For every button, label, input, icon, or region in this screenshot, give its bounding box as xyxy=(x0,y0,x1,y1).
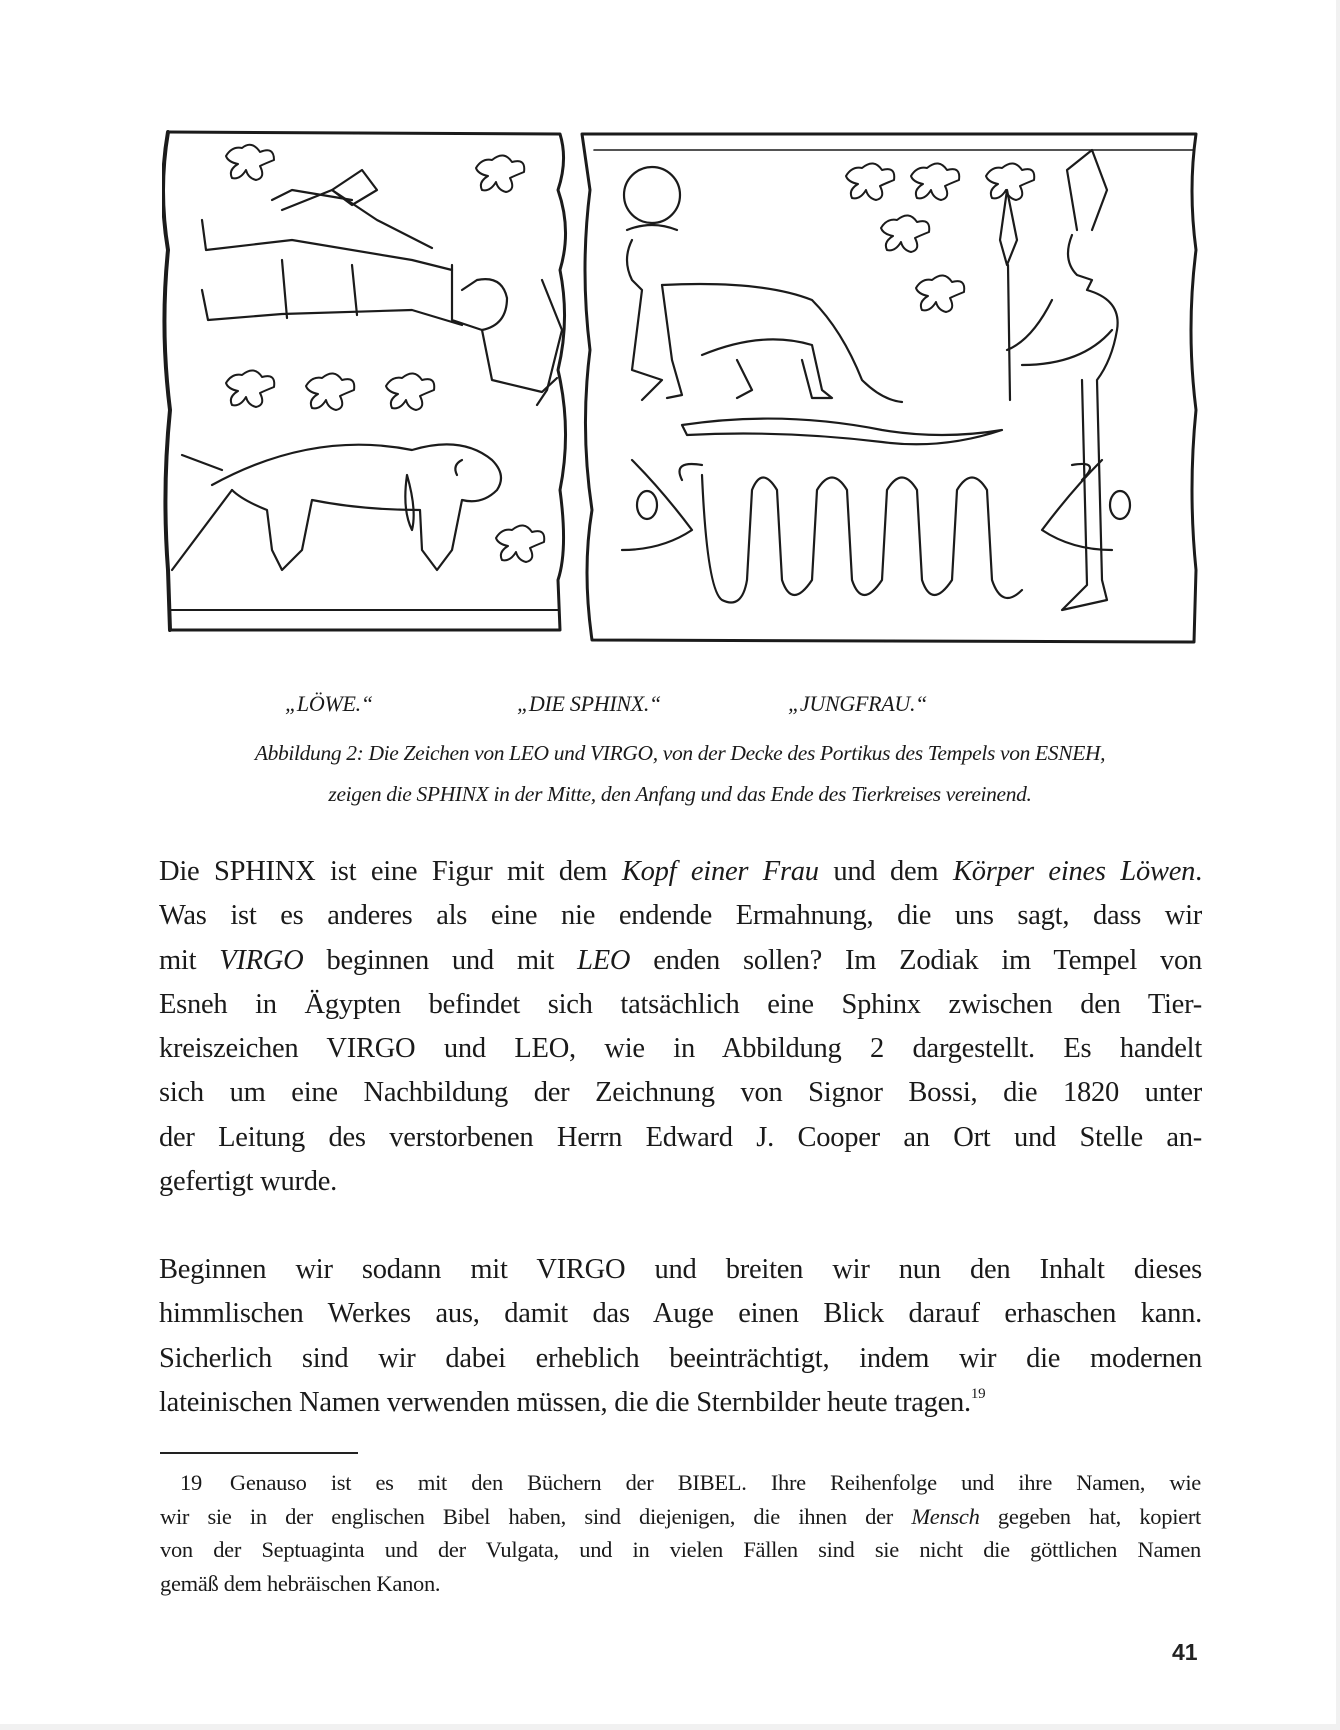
sphinx-virgo-panel xyxy=(582,134,1196,642)
caption-line: Abbildung 2: Die Zeichen von LEO und VIRGO, von der Decke des Portikus des Tempels von ESNEH, xyxy=(254,741,1106,765)
page-number: 41 xyxy=(1172,1639,1198,1665)
text-run: von der Septuaginta und der Vulgata, und in vielen Fällen sind sie nicht die göttlichen Namen xyxy=(160,1537,1201,1563)
text-run: Sicherlich sind wir dabei erheblich beeinträchtigt, indem wir die modernen xyxy=(159,1342,1202,1374)
emphasis: Mensch xyxy=(911,1503,980,1529)
star-icon xyxy=(226,145,544,562)
emphasis: Körper eines Löwen xyxy=(952,856,1196,887)
footnote-line xyxy=(160,1567,1201,1601)
emphasis: VIRGO xyxy=(219,944,304,976)
text-run: gemäß dem hebräischen Kanon. xyxy=(160,1570,441,1596)
footnote-ref[interactable]: 19 xyxy=(970,1385,986,1402)
emphasis: LEO xyxy=(577,944,631,976)
text-line xyxy=(159,1027,1202,1071)
leo-panel xyxy=(163,132,566,630)
text-run: Genauso ist es mit den Büchern der BIBEL. Ihre Reihenfolge und ihre Namen, wie xyxy=(229,1470,1201,1495)
text-run: und dem xyxy=(818,856,953,887)
text-line xyxy=(159,1160,1202,1204)
text-line xyxy=(159,939,1202,983)
footnote-number: 19 xyxy=(180,1470,202,1495)
text-run: gegeben hat, kopiert xyxy=(979,1503,1201,1529)
text-run: wir sie in der englischen Bibel haben, sind diejenigen, die ihnen der xyxy=(160,1503,912,1529)
text-line xyxy=(159,1071,1202,1115)
label-jungfrau: „JUNGFRAU.“ xyxy=(788,691,928,716)
text-run: enden sollen? Im Zodiak im Tempel von xyxy=(630,944,1202,976)
text-run: Was ist es anderes als eine nie endende Ermahnung, die uns sagt, dass wir xyxy=(159,900,1202,932)
zodiac-illustration xyxy=(162,130,1200,650)
label-loewe: „LÖWE.“ xyxy=(285,691,373,716)
text-line xyxy=(159,894,1202,938)
footnote-line xyxy=(160,1500,1201,1534)
text-line xyxy=(159,1337,1202,1381)
text-line xyxy=(159,1292,1202,1336)
text-line xyxy=(159,983,1202,1027)
star-icon xyxy=(846,163,1034,312)
figure-panel-labels xyxy=(160,691,1200,723)
text-run: himmlischen Werkes aus, damit das Auge einen Blick darauf erhaschen kann. xyxy=(159,1298,1202,1330)
footnote-line xyxy=(160,1466,1201,1500)
text-line xyxy=(159,1116,1202,1160)
text-run: Esneh in Ägypten befindet sich tatsächlich eine Sphinx zwischen den Tier- xyxy=(159,988,1202,1020)
text-run: sich um eine Nachbildung der Zeichnung von Signor Bossi, die 1820 unter xyxy=(159,1077,1202,1109)
text-run: Beginnen wir sodann mit VIRGO und breiten wir nun den Inhalt dieses xyxy=(159,1254,1202,1285)
text-line xyxy=(159,1381,1202,1425)
text-line xyxy=(159,850,1202,894)
paragraph-2 xyxy=(159,1248,1202,1425)
caption-line: zeigen die SPHINX in der Mitte, den Anfang und das Ende des Tierkreises vereinend. xyxy=(328,782,1032,806)
footnote-line xyxy=(160,1533,1201,1567)
text-run: Die SPHINX ist eine Figur mit dem xyxy=(159,856,622,887)
footnote-divider xyxy=(160,1452,358,1454)
paragraph-1 xyxy=(159,850,1202,1204)
text-run: mit xyxy=(159,944,220,976)
text-run: beginnen und mit xyxy=(303,944,578,976)
emphasis: Kopf einer Frau xyxy=(621,856,819,887)
label-die-sphinx: „DIE SPHINX.“ xyxy=(517,691,661,716)
text-line xyxy=(159,1248,1202,1292)
figure-caption xyxy=(160,733,1200,815)
footnote-19 xyxy=(160,1466,1201,1600)
text-run: gefertigt wurde. xyxy=(159,1166,338,1198)
text-run: kreiszeichen VIRGO und LEO, wie in Abbildung 2 dargestellt. Es handelt xyxy=(159,1033,1202,1065)
text-run: der Leitung des verstorbenen Herrn Edward J. Cooper an Ort und Stelle an- xyxy=(159,1121,1202,1153)
text-run: lateinischen Namen verwenden müssen, die die Sternbilder heute tragen. xyxy=(159,1386,971,1418)
text-run: . xyxy=(1195,856,1202,887)
